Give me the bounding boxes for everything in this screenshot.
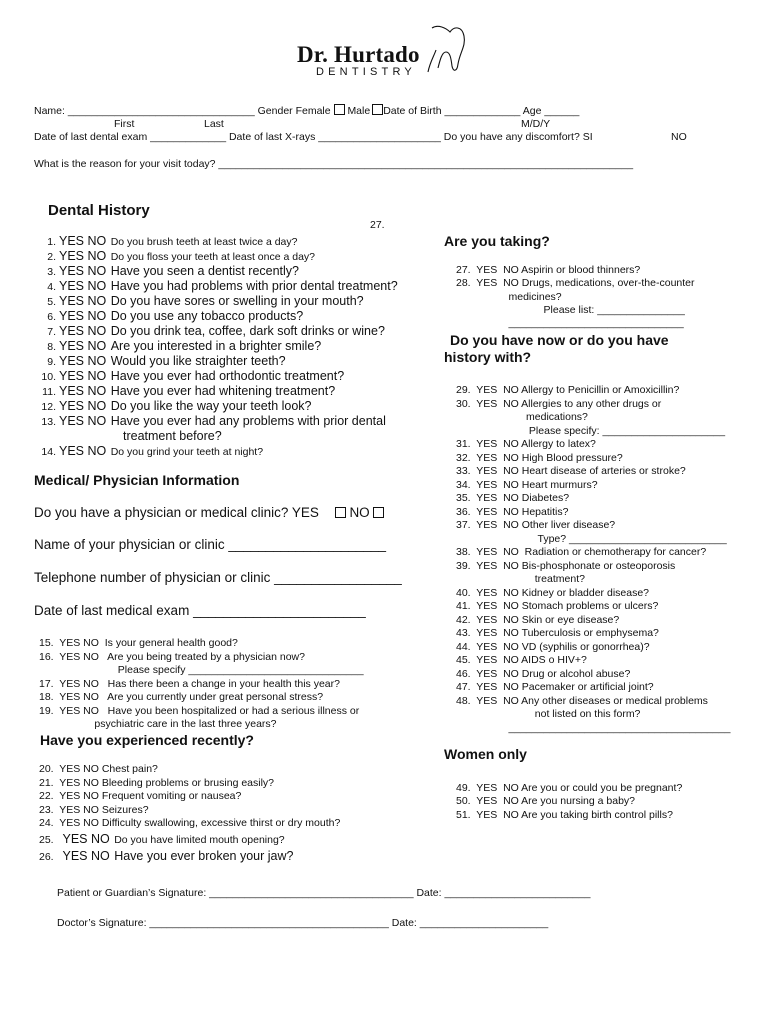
history-title-line2: history with? (444, 349, 532, 365)
dental-question (34, 368, 398, 383)
medical-question: 17. YES NO Has there been a change in your health this year? (39, 677, 340, 690)
history-question: 38. YES NO Radiation or chemotherapy for cancer? (456, 546, 707, 558)
history-question: not listed on this form? (456, 708, 641, 720)
yes-no-options: YES NO (59, 444, 107, 458)
dental-question (34, 293, 398, 308)
question-text: Have you had problems with prior dental treatment? (110, 279, 398, 293)
question-text: Do you drink tea, coffee, dark soft drinks or wine? (110, 324, 385, 338)
history-list (456, 384, 730, 735)
stray-marker: 27. (370, 219, 385, 231)
question-number: 26. (39, 851, 54, 863)
history-question: 34. YES NO Heart murmurs? (456, 478, 598, 491)
yes-no-options: YES NO (62, 831, 110, 846)
question-text: Do you grind your teeth at night? (110, 446, 264, 458)
medical-question: psychiatric care in the last three years? (39, 718, 277, 730)
history-question: 33. YES NO Heart disease of arteries or stroke? (456, 465, 686, 477)
medical-question: 16. YES NO Are you being treated by a physician now? (39, 650, 305, 663)
question-text: Do you like the way your teeth look? (110, 399, 312, 413)
dental-question (34, 443, 398, 458)
yes-no-options: YES NO (59, 279, 107, 293)
history-question: 42. YES NO Skin or eye disease? (456, 613, 620, 626)
question-text: Are you interested in a brighter smile? (110, 339, 322, 353)
recent-question: 23. YES NO Seizures? (39, 803, 149, 816)
dental-question (34, 308, 398, 323)
question-text: Have you seen a dentist recently? (110, 264, 300, 278)
patient-signature-line[interactable]: Patient or Guardian’s Signature: ___________________________________ Date: _________________________ (57, 887, 591, 899)
question-number: 2. (47, 251, 56, 263)
yes-no-options: YES NO (59, 384, 107, 398)
question-text: Have you ever had any problems with prior dental (110, 414, 386, 428)
question-text: Have you ever had whitening treatment? (110, 384, 336, 398)
exam-line: Date of last dental exam _____________ Date of last X-rays _____________________ Do you have any discomfort? SI (34, 131, 593, 143)
yes-no-options: YES NO (62, 849, 110, 863)
question-text: Do you brush teeth at least twice a day? (110, 236, 298, 248)
question-text: Do you have sores or swelling in your mouth? (110, 294, 364, 308)
question-text: Do you have limited mouth opening? (114, 833, 285, 846)
medical-title: Medical/ Physician Information (34, 472, 240, 488)
dental-history-list (34, 233, 398, 458)
history-question: medications? (456, 411, 588, 423)
physician-no-label: NO (349, 505, 370, 520)
first-label: First (114, 118, 135, 130)
male-label: Male (347, 105, 371, 117)
question-number: 8. (47, 341, 56, 353)
history-question: 29. YES NO Allergy to Penicillin or Amoxicillin? (456, 384, 680, 396)
history-question: 30. YES NO Allergies to any other drugs or (456, 397, 662, 410)
history-question: 43. YES NO Tuberculosis or emphysema? (456, 627, 659, 639)
taking-question: 27. YES NO Aspirin or blood thinners? (456, 264, 641, 276)
taking-list (456, 264, 695, 330)
history-question: 46. YES NO Drug or alcohol abuse? (456, 667, 631, 680)
taking-question: 28. YES NO Drugs, medications, over-the-counter (456, 277, 695, 290)
yes-no-options: YES NO (59, 354, 107, 368)
physician-phone-line[interactable]: Telephone number of physician or clinic _________________ (34, 570, 402, 585)
yes-no-options: YES NO (59, 324, 107, 338)
dental-history-title: Dental History (48, 202, 150, 219)
question-text: Would you like straighter teeth? (110, 354, 286, 368)
question-number: 9. (47, 356, 56, 368)
recent-question: 20. YES NO Chest pain? (39, 763, 158, 775)
history-question: treatment? (456, 573, 585, 585)
yes-no-options: YES NO (59, 309, 107, 323)
question-number: 7. (47, 326, 56, 338)
male-checkbox[interactable] (372, 104, 383, 115)
question-number: 11. (42, 386, 56, 398)
question-number: 5. (47, 296, 56, 308)
question-number: 6. (47, 311, 56, 323)
women-question: 49. YES NO Are you or could you be pregnant? (456, 782, 683, 794)
physician-yes-checkbox[interactable] (335, 507, 346, 518)
medical-question: Please specify ______________________________ (39, 664, 364, 676)
yes-no-options: YES NO (59, 234, 107, 248)
history-question: 48. YES NO Any other diseases or medical problems (456, 694, 708, 707)
yes-no-options: YES NO (59, 369, 107, 383)
dental-question (34, 278, 398, 293)
female-checkbox[interactable] (334, 104, 345, 115)
recent-list (39, 763, 340, 866)
recent-question: 22. YES NO Frequent vomiting or nausea? (39, 790, 242, 802)
question-text: treatment before? (123, 429, 222, 443)
taking-question: medicines? (456, 290, 562, 303)
history-question: Please specify: _____________________ (456, 424, 726, 437)
recent-question: 21. YES NO Bleeding problems or brusing easily? (39, 776, 275, 789)
dental-question (34, 263, 398, 278)
practice-name: Dr. Hurtado (297, 42, 420, 67)
medical-question: 18. YES NO Are you currently under great personal stress? (39, 691, 324, 703)
reason-line: What is the reason for your visit today? _______________________________________________________________________ (34, 158, 634, 170)
question-text: Have you ever had orthodontic treatment? (110, 369, 345, 383)
history-question: 36. YES NO Hepatitis? (456, 505, 569, 518)
dental-question (34, 413, 398, 428)
yes-no-options: YES NO (59, 249, 107, 263)
history-question: 32. YES NO High Blood pressure? (456, 451, 623, 464)
mdy-label: M/D/Y (521, 118, 551, 130)
question-number: 10. (41, 371, 56, 383)
history-question: 44. YES NO VD (syphilis or gonorrhea)? (456, 640, 650, 653)
question-number: 13. (41, 416, 56, 428)
history-question: 40. YES NO Kidney or bladder disease? (456, 586, 650, 599)
dental-question (34, 233, 398, 248)
taking-question: ______________________________ (456, 317, 684, 330)
history-question: ______________________________________ (456, 721, 731, 734)
women-question: 50. YES NO Are you nursing a baby? (456, 795, 635, 808)
last-medical-exam-line[interactable]: Date of last medical exam _______________________ (34, 603, 366, 618)
question-number: 4. (47, 281, 56, 293)
recent-question (39, 848, 340, 866)
taking-question: Please list: _______________ (456, 303, 685, 316)
dental-question (34, 323, 398, 338)
yes-no-options: YES NO (59, 399, 107, 413)
history-question: 41. YES NO Stomach problems or ulcers? (456, 600, 659, 612)
physician-name-line[interactable]: Name of your physician or clinic _____________________ (34, 537, 386, 552)
tooth-logo-icon (424, 22, 466, 74)
recent-question: 24. YES NO Difficulty swallowing, excessive thirst or dry mouth? (39, 817, 341, 829)
physician-no-checkbox[interactable] (373, 507, 384, 518)
question-text: Have you ever broken your jaw? (114, 849, 294, 863)
dob-age-label: Date of Birth _____________ Age ______ (383, 105, 580, 117)
dental-question (34, 338, 398, 353)
doctor-signature-line[interactable]: Doctor’s Signature: _________________________________________ Date: ______________________ (57, 917, 549, 929)
recent-title: Have you experienced recently? (40, 732, 254, 748)
dental-question (34, 428, 398, 443)
practice-subtitle: DENTISTRY (316, 66, 416, 78)
women-question: 51. YES NO Are you taking birth control pills? (456, 808, 673, 821)
history-question: 39. YES NO Bis-phosphonate or osteoporosis (456, 559, 676, 572)
history-title-line1: Do you have now or do you have (450, 332, 669, 348)
history-question: 31. YES NO Allergy to latex? (456, 438, 596, 450)
yes-no-options: YES NO (59, 414, 107, 428)
dental-question (34, 353, 398, 368)
question-number: 25. (39, 833, 54, 846)
dental-question (34, 398, 398, 413)
question-number: 1. (47, 236, 56, 248)
question-number: 12. (41, 401, 56, 413)
dental-question (34, 248, 398, 263)
medical-question: 15. YES NO Is your general health good? (39, 637, 238, 649)
women-list (456, 782, 682, 822)
name-gender-label: Name: ________________________________ Gender Female (34, 105, 331, 117)
dental-question (34, 383, 398, 398)
question-text: Do you floss your teeth at least once a day? (110, 251, 315, 263)
history-question: 47. YES NO Pacemaker or artificial joint? (456, 681, 654, 693)
yes-no-options: YES NO (59, 264, 107, 278)
yes-no-options: YES NO (59, 339, 107, 353)
discomfort-no-label: NO (671, 131, 687, 143)
question-number: 14. (41, 446, 56, 458)
history-question: Type? ___________________________ (456, 532, 727, 545)
question-number: 3. (47, 266, 56, 278)
history-question: 45. YES NO AIDS o HIV+? (456, 654, 587, 666)
name-line (34, 104, 579, 117)
yes-no-options: YES NO (59, 294, 107, 308)
recent-question (39, 831, 340, 849)
taking-title: Are you taking? (444, 233, 550, 249)
last-label: Last (204, 118, 224, 130)
history-question: 37. YES NO Other liver disease? (456, 519, 616, 531)
women-title: Women only (444, 746, 527, 762)
question-text: Do you use any tobacco products? (110, 309, 304, 323)
history-question: 35. YES NO Diabetes? (456, 492, 570, 504)
physician-question (34, 505, 384, 520)
medical-list (39, 637, 364, 732)
physician-question-label: Do you have a physician or medical clinic? YES (34, 505, 319, 520)
medical-question: 19. YES NO Have you been hospitalized or had a serious illness or (39, 704, 360, 717)
